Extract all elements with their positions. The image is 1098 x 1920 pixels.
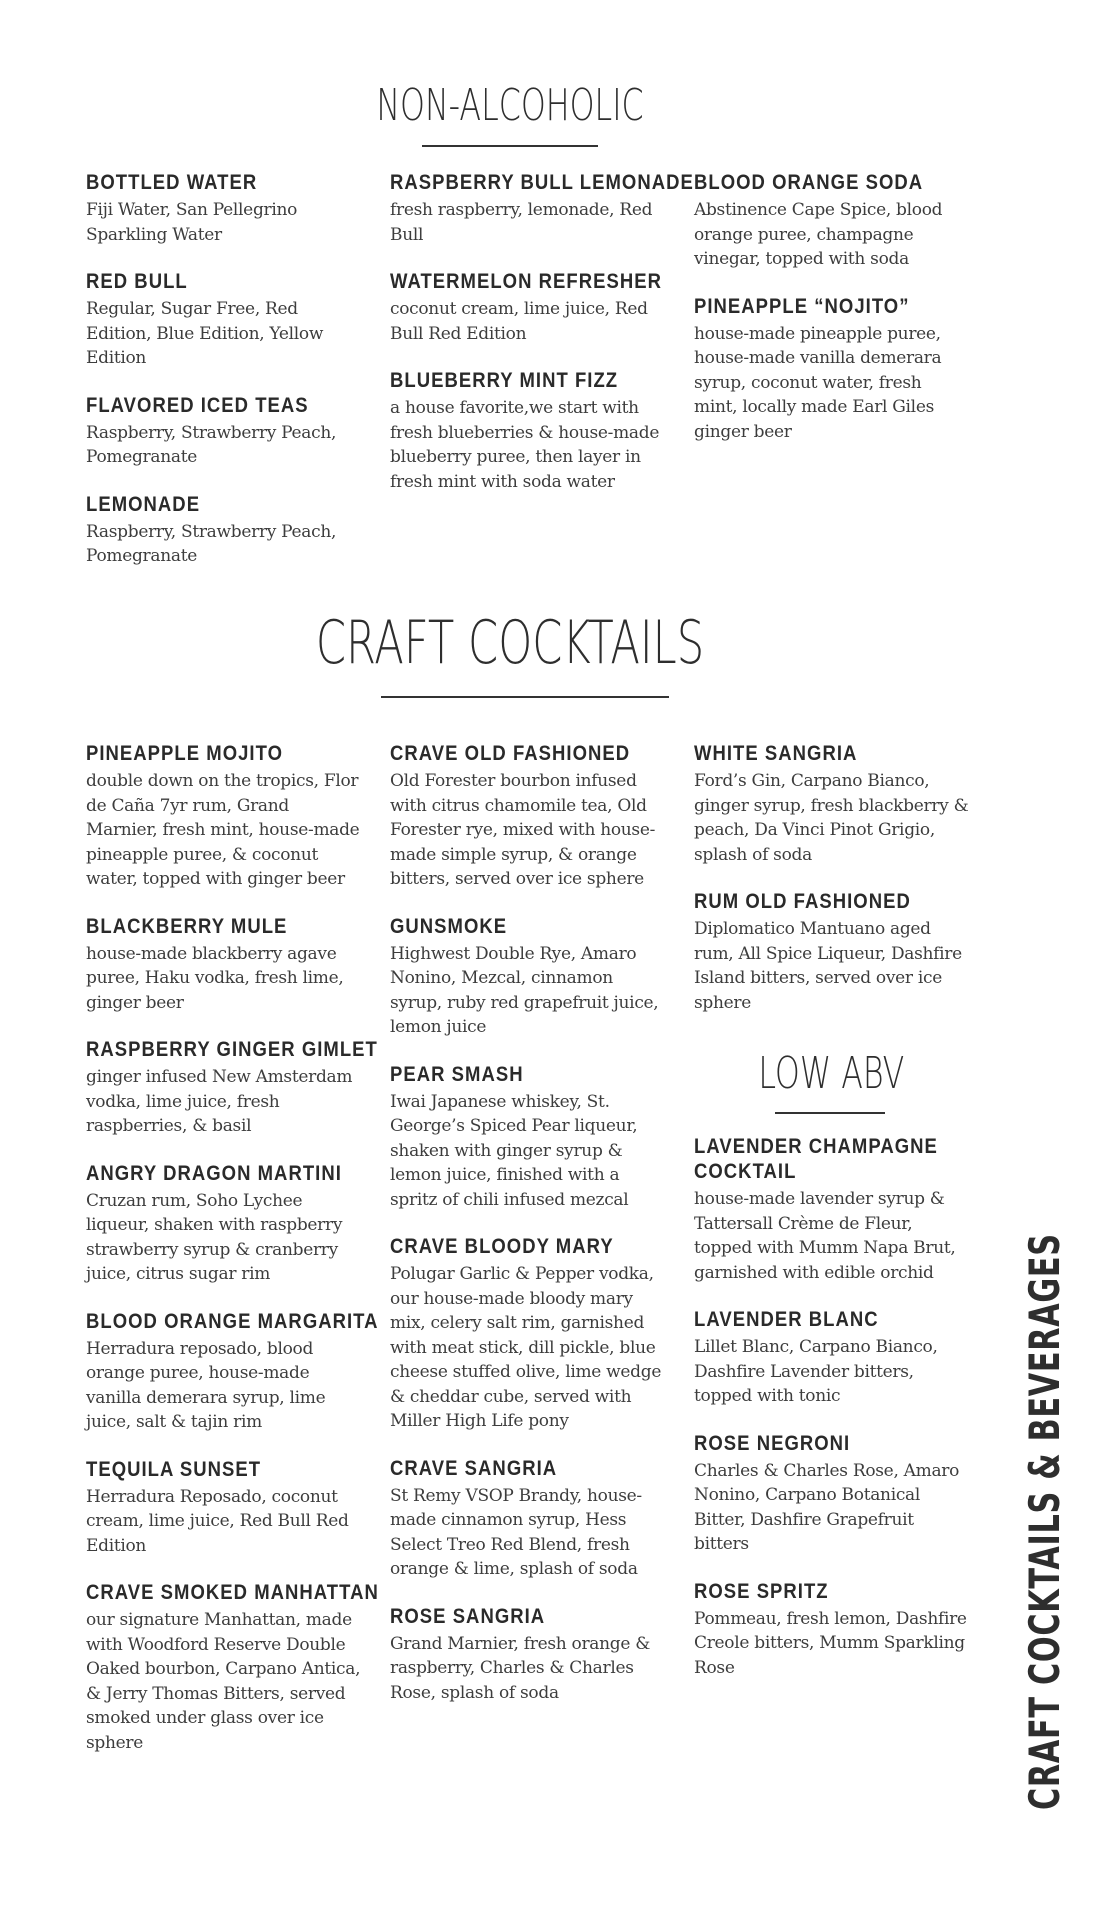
non-alcoholic-column-1 xyxy=(86,170,361,591)
item-name: FLAVORED ICED TEAS xyxy=(86,392,309,417)
item-name: LAVENDER CHAMPAGNE COCKTAIL xyxy=(694,1134,938,1183)
item-name: RASPBERRY GINGER GIMLET xyxy=(86,1037,378,1061)
menu-item xyxy=(86,1308,379,1435)
menu-item xyxy=(694,294,969,445)
menu-item xyxy=(694,889,969,1015)
item-name: BLOOD ORANGE SODA xyxy=(694,170,924,194)
item-description: house-made pineapple puree, house-made vanilla demerara syrup, coconut water, fresh mint, locally made Earl Giles ginger beer xyxy=(694,323,942,442)
menu-item xyxy=(694,741,969,867)
menu-item xyxy=(390,1456,665,1582)
item-description: Raspberry, Strawberry Peach, Pomegranate xyxy=(86,521,337,566)
menu-item xyxy=(86,1161,361,1287)
low-abv-divider xyxy=(775,1112,885,1114)
side-title: CRAFT COCKTAILS & BEVERAGES xyxy=(1020,1233,1069,1810)
item-description: house-made lavender syrup & Tattersall Crème de Fleur, topped with Mumm Napa Brut, garnished with edible orchid xyxy=(694,1189,956,1283)
item-name: TEQUILA SUNSET xyxy=(86,1456,262,1481)
item-name: ANGRY DRAGON MARTINI xyxy=(86,1160,342,1185)
item-description: Ford’s Gin, Carpano Bianco, ginger syrup, fresh blackberry & peach, Da Vinci Pinot Grigio, splash of soda xyxy=(694,771,969,865)
item-description: ginger infused New Amsterdam vodka, lime juice, fresh raspberries, & basil xyxy=(86,1067,353,1136)
item-name: CRAVE OLD FASHIONED xyxy=(390,741,631,765)
craft-cocktails-column-1 xyxy=(86,741,379,1777)
menu-item xyxy=(86,1580,379,1755)
menu-item xyxy=(390,914,665,1040)
menu-item xyxy=(390,170,694,247)
craft-cocktails-divider xyxy=(381,696,669,698)
item-name: BOTTLED WATER xyxy=(86,170,258,194)
menu-item xyxy=(694,1307,969,1409)
item-description: Lillet Blanc, Carpano Bianco, Dashfire Lavender bitters, topped with tonic xyxy=(694,1337,938,1406)
menu-item xyxy=(86,170,361,247)
item-description: double down on the tropics, Flor de Caña 7yr rum, Grand Marnier, fresh mint, house-made pineapple puree, & coconut water, topped with ginger beer xyxy=(86,771,360,889)
item-name: CRAVE SMOKED MANHATTAN xyxy=(86,1580,379,1604)
item-name: WATERMELON REFRESHER xyxy=(390,269,662,293)
item-name: BLUEBERRY MINT FIZZ xyxy=(390,368,619,392)
item-description: house-made blackberry agave puree, Haku vodka, fresh lime, ginger beer xyxy=(86,943,344,1013)
item-description: a house favorite,we start with fresh blueberries & house-made blueberry puree, then layer in fresh mint with soda water xyxy=(390,398,660,492)
item-name: LEMONADE xyxy=(86,491,201,516)
item-description: Charles & Charles Rose, Amaro Nonino, Carpano Botanical Bitter, Dashfire Grapefruit bitters xyxy=(694,1460,960,1554)
item-description: coconut cream, lime juice, Red Bull Red Edition xyxy=(390,299,648,344)
menu-item xyxy=(390,368,665,494)
menu-item xyxy=(694,1431,969,1557)
item-description: Old Forester bourbon infused with citrus chamomile tea, Old Forester rye, mixed with house-made simple syrup, & orange bitters, served over ice sphere xyxy=(390,771,656,889)
menu-item xyxy=(86,269,361,371)
item-name: ROSE NEGRONI xyxy=(694,1430,851,1455)
item-name: ROSE SPRITZ xyxy=(694,1578,829,1603)
menu-item xyxy=(86,1457,361,1559)
non-alcoholic-column-3 xyxy=(694,170,969,466)
item-description: Pommeau, fresh lemon, Dashfire Creole bitters, Mumm Sparkling Rose xyxy=(694,1608,967,1678)
item-description: Grand Marnier, fresh orange & raspberry, Charles & Charles Rose, splash of soda xyxy=(390,1633,651,1703)
menu-item xyxy=(694,1134,969,1285)
item-name: GUNSMOKE xyxy=(390,913,508,938)
menu-item xyxy=(390,1604,665,1706)
item-name: PINEAPPLE MOJITO xyxy=(86,741,284,765)
item-description: fresh raspberry, lemonade, Red Bull xyxy=(390,200,653,245)
item-name: CRAVE BLOODY MARY xyxy=(390,1234,614,1258)
item-name: RED BULL xyxy=(86,269,188,293)
item-name: LAVENDER BLANC xyxy=(694,1307,879,1331)
craft-cocktails-column-3 xyxy=(694,741,969,1037)
low-abv-column xyxy=(694,1134,969,1702)
item-name: BLOOD ORANGE MARGARITA xyxy=(86,1308,379,1333)
item-description: St Remy VSOP Brandy, house-made cinnamon syrup, Hess Select Treo Red Blend, fresh orange & lime, splash of soda xyxy=(390,1485,642,1579)
non-alcoholic-title: NON-ALCOHOLIC xyxy=(376,80,644,131)
item-description: Herradura Reposado, coconut cream, lime juice, Red Bull Red Edition xyxy=(86,1486,349,1556)
item-description: our signature Manhattan, made with Woodford Reserve Double Oaked bourbon, Carpano Antica, & Jerry Thomas Bitters, served smoked under glass over ice sphere xyxy=(86,1610,361,1753)
item-name: PINEAPPLE “NOJITO” xyxy=(694,293,910,318)
item-description: Regular, Sugar Free, Red Edition, Blue Edition, Yellow Edition xyxy=(86,299,324,368)
craft-cocktails-column-2 xyxy=(390,741,665,1727)
item-description: Raspberry, Strawberry Peach, Pomegranate xyxy=(86,422,337,467)
menu-item xyxy=(694,170,969,272)
menu-item xyxy=(86,914,361,1016)
menu-item xyxy=(390,1062,665,1213)
menu-item xyxy=(694,1579,969,1681)
item-name: RUM OLD FASHIONED xyxy=(694,889,911,913)
item-description: Diplomatico Mantuano aged rum, All Spice Liqueur, Dashfire Island bitters, served over ice sphere xyxy=(694,919,962,1013)
item-description: Cruzan rum, Soho Lychee liqueur, shaken with raspberry strawberry syrup & cranberry juice, citrus sugar rim xyxy=(86,1190,343,1284)
item-description: Highwest Double Rye, Amaro Nonino, Mezcal, cinnamon syrup, ruby red grapefruit juice, lemon juice xyxy=(390,943,659,1037)
item-name: WHITE SANGRIA xyxy=(694,741,858,765)
item-name: RASPBERRY BULL LEMONADE xyxy=(390,170,694,194)
non-alcoholic-column-2 xyxy=(390,170,694,516)
item-name: BLACKBERRY MULE xyxy=(86,913,288,938)
menu-item xyxy=(390,741,665,892)
item-description: Herradura reposado, blood orange puree, house-made vanilla demerara syrup, lime juice, salt & tajin rim xyxy=(86,1338,326,1432)
craft-cocktails-title: CRAFT COCKTAILS xyxy=(315,608,705,678)
menu-item xyxy=(86,393,361,470)
item-description: Abstinence Cape Spice, blood orange puree, champagne vinegar, topped with soda xyxy=(694,200,943,269)
menu-item xyxy=(390,269,665,346)
menu-item xyxy=(390,1234,665,1434)
item-name: PEAR SMASH xyxy=(390,1061,524,1086)
item-description: Iwai Japanese whiskey, St. George’s Spiced Pear liqueur, shaken with ginger syrup & lemon juice, finished with a spritz of chili infused mezcal xyxy=(390,1091,638,1210)
item-description: Polugar Garlic & Pepper vodka, our house-made bloody mary mix, celery salt rim, garnished with meat stick, dill pickle, blue cheese stuffed olive, lime wedge & cheddar cube, served with Miller High Life pony xyxy=(390,1264,662,1431)
item-name: CRAVE SANGRIA xyxy=(390,1455,558,1480)
low-abv-title: LOW ABV xyxy=(758,1048,905,1099)
menu-item xyxy=(86,1037,378,1139)
item-name: ROSE SANGRIA xyxy=(390,1603,546,1628)
item-description: Fiji Water, San Pellegrino Sparkling Water xyxy=(86,200,298,245)
menu-item xyxy=(86,741,361,892)
non-alcoholic-divider xyxy=(422,145,598,147)
menu-item xyxy=(86,492,361,569)
